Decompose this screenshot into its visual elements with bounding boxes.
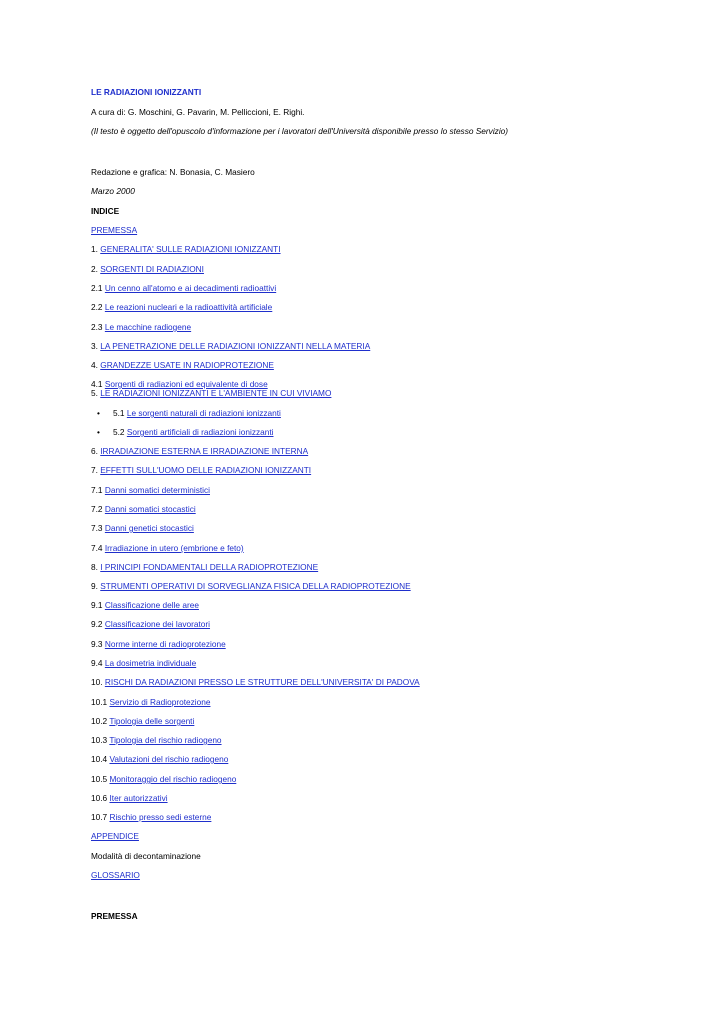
bullet-marker: •: [97, 427, 100, 437]
toc-link-premessa[interactable]: PREMESSA: [91, 225, 138, 235]
toc-number: 10.4: [91, 754, 108, 764]
toc-link-glossario[interactable]: GLOSSARIO: [91, 870, 140, 880]
toc-entry: [91, 793, 168, 803]
toc-number: 10.3: [91, 735, 108, 745]
index-heading: INDICE: [91, 206, 120, 216]
toc-link[interactable]: LA PENETRAZIONE DELLE RADIAZIONI IONIZZANTI NELLA MATERIA: [100, 341, 371, 351]
toc-entry: [91, 264, 204, 274]
toc-link[interactable]: Monitoraggio del rischio radiogeno: [109, 774, 237, 784]
toc-number: 9.4: [91, 658, 103, 668]
toc-number: 2.: [91, 264, 98, 274]
toc-number: 5.: [91, 388, 98, 398]
curators-line: A cura di: G. Moschini, G. Pavarin, M. Pellicciоni, E. Righi.: [91, 107, 305, 117]
toc-link[interactable]: Valutazioni del rischio radiogeno: [109, 754, 229, 764]
document-title: LE RADIAZIONI IONIZZANTI: [91, 87, 202, 97]
editing-line: Redazione e grafica: N. Bonasia, C. Masiero: [91, 167, 255, 177]
toc-entry: [91, 812, 211, 822]
date-line: Marzo 2000: [91, 186, 135, 196]
toc-entry: [91, 658, 196, 668]
note-line: (Il testo è oggetto dell'opuscolo d'informazione per i lavoratori dell'Università disponibile presso lo stesso Servizio): [91, 126, 509, 136]
toc-link[interactable]: STRUMENTI OPERATIVI DI SORVEGLIANZA FISICA DELLA RADIOPROTEZIONE: [100, 581, 411, 591]
toc-entry: [91, 302, 272, 312]
section-heading-premessa: PREMESSA: [91, 911, 138, 921]
toc-link[interactable]: La dosimetria individuale: [104, 658, 197, 668]
toc-link[interactable]: SORGENTI DI RADIAZIONI: [100, 264, 204, 274]
toc-number: 8.: [91, 562, 98, 572]
toc-link[interactable]: IRRADIAZIONE ESTERNA E IRRADIAZIONE INTERNA: [100, 446, 309, 456]
toc-link[interactable]: Sorgenti artificiali di radiazioni ionizzanti: [126, 427, 274, 437]
toc-entry: [91, 446, 308, 456]
toc-entry: [91, 716, 194, 726]
toc-entry: [91, 322, 191, 332]
toc-entry: [91, 870, 140, 880]
toc-entry: [91, 388, 331, 398]
toc-link[interactable]: Danni genetici stocastici: [104, 523, 194, 533]
toc-link[interactable]: Servizio di Radioprotezione: [109, 697, 211, 707]
toc-link[interactable]: LE RADIAZIONI IONIZZANTI E L'AMBIENTE IN CUI VIVIAMO: [100, 388, 332, 398]
toc-link[interactable]: Le sorgenti naturali di radiazioni ionizzanti: [126, 408, 281, 418]
toc-number: 10.5: [91, 774, 108, 784]
toc-entry: [91, 697, 210, 707]
toc-entry: [91, 341, 370, 351]
toc-link[interactable]: Iter autorizzativi: [109, 793, 168, 803]
toc-link[interactable]: Danni somatici deterministici: [104, 485, 210, 495]
toc-entry: [91, 774, 236, 784]
toc-entry: [91, 283, 276, 293]
toc-entry: [91, 523, 194, 533]
toc-number: 3.: [91, 341, 98, 351]
toc-number: 1.: [91, 244, 98, 254]
toc-number: 4.: [91, 360, 98, 370]
toc-link[interactable]: Danni somatici stocastici: [104, 504, 196, 514]
toc-number: 4.1: [91, 379, 103, 389]
toc-number: 2.3: [91, 322, 103, 332]
toc-number: 9.3: [91, 639, 103, 649]
toc-link[interactable]: Classificazione delle aree: [104, 600, 199, 610]
toc-link[interactable]: RISCHI DA RADIAZIONI PRESSO LE STRUTTURE DELL'UNIVERSITA' DI PADOVA: [104, 677, 420, 687]
toc-number: 7.4: [91, 543, 103, 553]
toc-entry: [91, 600, 199, 610]
toc-number: 5.2: [113, 427, 125, 437]
toc-entry: [91, 677, 420, 687]
toc-number: 7.1: [91, 485, 103, 495]
toc-link[interactable]: I PRINCIPI FONDAMENTALI DELLA RADIOPROTEZIONE: [100, 562, 319, 572]
toc-number: 10.7: [91, 812, 108, 822]
toc-link[interactable]: Le reazioni nucleari e la radioattività artificiale: [104, 302, 273, 312]
toc-entry: [91, 504, 196, 514]
toc-entry: [91, 619, 210, 629]
toc-entry: [91, 244, 281, 254]
toc-link[interactable]: Tipologia del rischio radiogeno: [109, 735, 222, 745]
toc-link[interactable]: Classificazione dei lavoratori: [104, 619, 211, 629]
toc-entry: [91, 485, 210, 495]
toc-number: 2.2: [91, 302, 103, 312]
toc-link[interactable]: GENERALITA' SULLE RADIAZIONI IONIZZANTI: [100, 244, 281, 254]
toc-link[interactable]: GRANDEZZE USATE IN RADIOPROTEZIONE: [100, 360, 274, 370]
toc-link[interactable]: Irradiazione in utero (embrione e feto): [104, 543, 244, 553]
toc-entry: [91, 581, 411, 591]
toc-link[interactable]: Le macchine radiogene: [104, 322, 192, 332]
toc-number: 7.: [91, 465, 98, 475]
toc-number: 2.1: [91, 283, 103, 293]
toc-link[interactable]: Sorgenti di radiazioni ed equivalente di dose: [104, 379, 268, 389]
toc-number: 10.2: [91, 716, 108, 726]
toc-number: 7.2: [91, 504, 103, 514]
toc-link[interactable]: Rischio presso sedi esterne: [109, 812, 212, 822]
toc-number: 9.1: [91, 600, 103, 610]
toc-link[interactable]: EFFETTI SULL'UOMO DELLE RADIAZIONI IONIZZANTI: [100, 465, 312, 475]
toc-entry: [91, 225, 137, 235]
toc-entry: [113, 408, 281, 418]
toc-number: 9.2: [91, 619, 103, 629]
decontamination-line: Modalità di decontaminazione: [91, 851, 201, 861]
toc-link[interactable]: Tipologia delle sorgenti: [109, 716, 195, 726]
toc-number: 10.1: [91, 697, 108, 707]
toc-link[interactable]: Norme interne di radioprotezione: [104, 639, 226, 649]
toc-number: 6.: [91, 446, 98, 456]
toc-number: 9.: [91, 581, 98, 591]
toc-number: 5.1: [113, 408, 125, 418]
toc-entry: [91, 543, 244, 553]
toc-entry: [91, 639, 226, 649]
toc-entry: [91, 465, 311, 475]
toc-entry: [91, 831, 139, 841]
bullet-marker: •: [97, 408, 100, 418]
toc-entry: [91, 735, 222, 745]
toc-number: 7.3: [91, 523, 103, 533]
toc-entry: [91, 360, 274, 370]
toc-link[interactable]: Un cenno all'atomo e ai decadimenti radioattivi: [104, 283, 277, 293]
toc-number: 10.6: [91, 793, 108, 803]
toc-entry: [113, 427, 274, 437]
toc-entry: [91, 754, 228, 764]
toc-link-appendice[interactable]: APPENDICE: [91, 831, 139, 841]
toc-number: 10.: [91, 677, 103, 687]
toc-entry: [91, 562, 318, 572]
